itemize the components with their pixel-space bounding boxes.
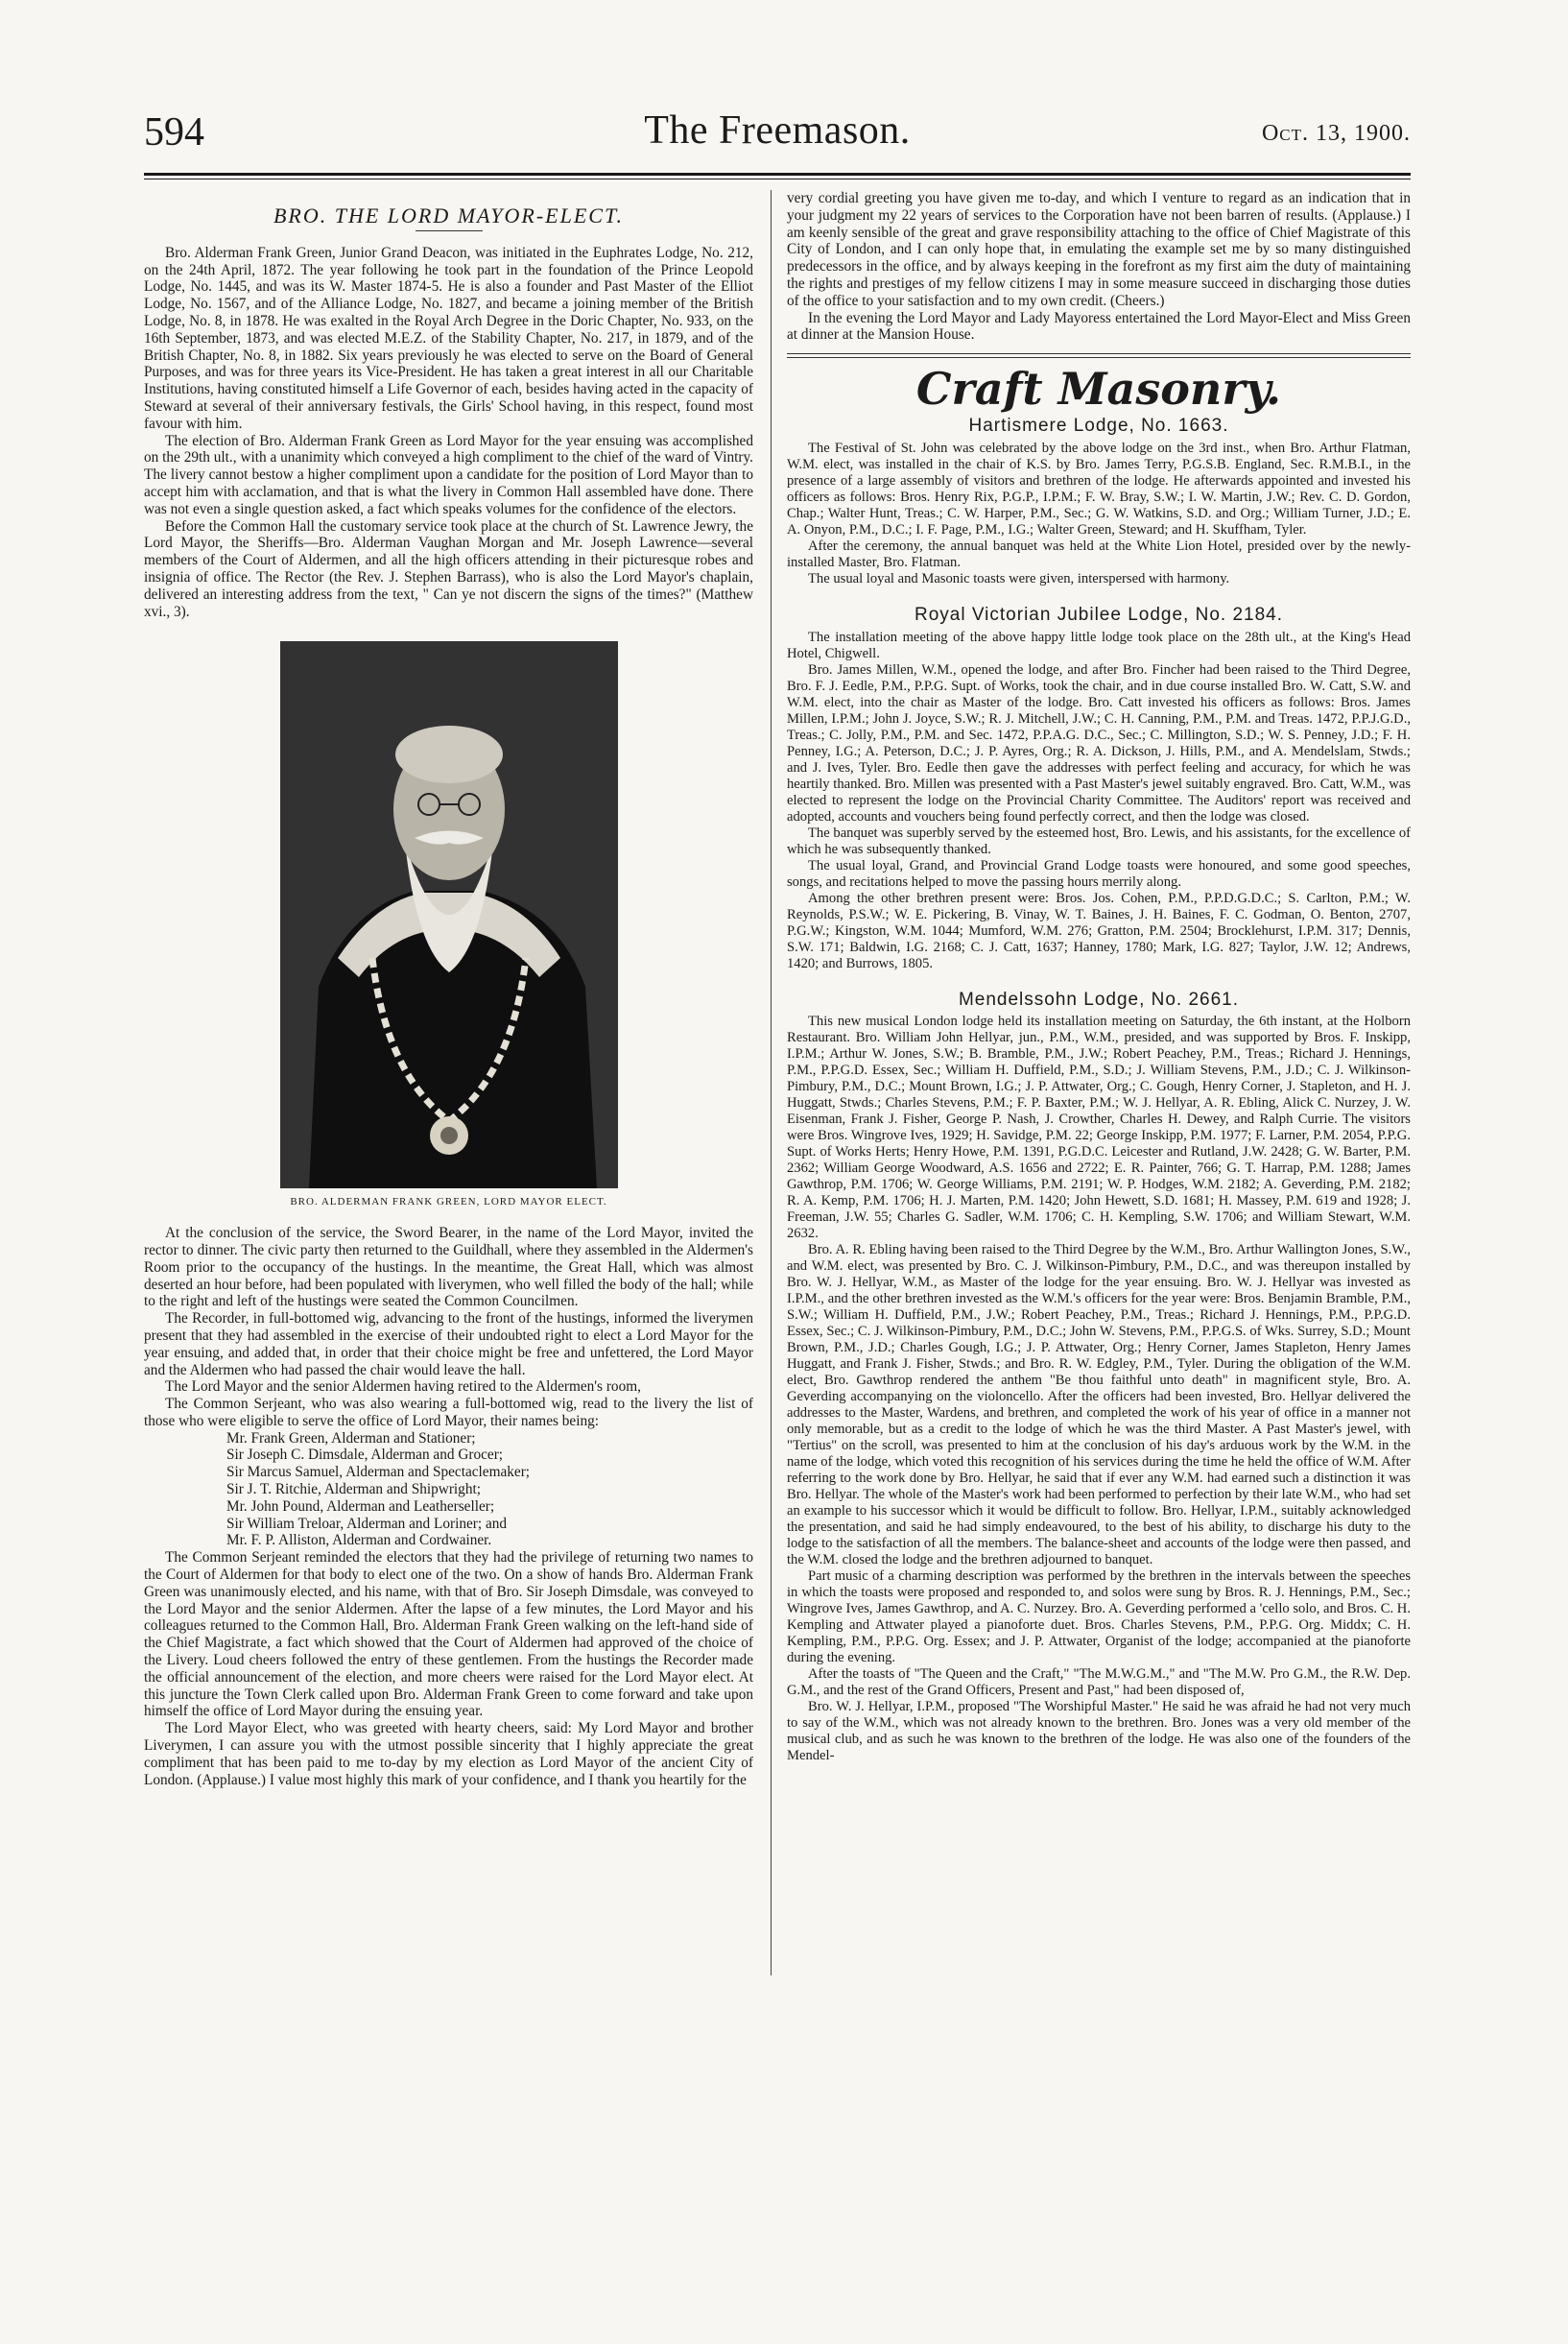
list-item: Sir William Treloar, Alderman and Loriner; and xyxy=(226,1515,508,1532)
lodge-paragraph: The usual loyal, Grand, and Provincial Grand Lodge toasts were honoured, and some good speeches, songs, and recitations helped to move the passing hours merrily along. xyxy=(787,857,1411,890)
continuation-paragraph: very cordial greeting you have given me to-day, and which I venture to regard as an indication that in your judgment my 22 years of services to the Corporation have not been barren of results. (Applause.) I am keenly sensible of the great and grave responsibility attaching to the office of Chief Magistrate of this City of London, and I can only hope that, in emulating the example set me by so many distinguished predecessors in the office, and by always keeping in the forefront as my first aim the duty of maintaining the rights and prestiges of my fellow citizens I may in some measure succeed in discharging those duties of the office to your satisfaction and to my own credit. (Cheers.) xyxy=(787,190,1411,309)
masthead xyxy=(144,108,1411,165)
lodge-paragraph: The installation meeting of the above happy little lodge took place on the 28th ult., at the King's Head Hotel, Chigwell. xyxy=(787,629,1411,661)
section-title: Craft Masonry. xyxy=(915,363,1282,416)
candidate-list xyxy=(226,1430,753,1550)
article-paragraph: The Common Serjeant reminded the electors that they had the privilege of returning two names to the Court of Aldermen for that body to elect one of the two. On a show of hands Bro. Alderman Frank Green was unanimously elected, and his name, with that of Bro. Sir Joseph Dimsdale, was conveyed to the Lord Mayor and the senior Aldermen. After the lapse of a few minutes, the Lord Mayor and his colleagues returned to the Common Hall, Bro. Alderman Frank Green walking on the left-hand side of the Chief Magistrate, a fact which showed that the Court of Aldermen had approved of the choice of the Livery. Loud cheers followed the entry of these gentlemen. From the hustings the Recorder made the official announcement of the election, and more cheers were raised for the Lord Mayor elect. At this juncture the Town Clerk called upon Bro. Alderman Frank Green to come forward and take upon himself the office of Lord Mayor during the ensuing year. xyxy=(144,1549,753,1720)
article-paragraph: The Lord Mayor and the senior Aldermen having retired to the Aldermen's room, xyxy=(165,1378,641,1396)
list-item: Mr. John Pound, Alderman and Leatherseller; xyxy=(226,1497,495,1515)
lodge-paragraph: The banquet was superbly served by the esteemed host, Bro. Lewis, and his assistants, for the excellence of which he was subsequently thanked. xyxy=(787,825,1411,857)
lodge-heading: Mendelssohn Lodge, No. 2661. xyxy=(958,989,1240,1010)
article-paragraph: The Recorder, in full-bottomed wig, advancing to the front of the hustings, informed the liverymen present that they had assembled in the exercise of their undoubted right to elect a Lord Mayor for the year ensuing, and added that, in order that their choice might be free and unfettered, the Lord Mayor and the Aldermen who had passed the chair would leave the hall. xyxy=(144,1310,753,1378)
continuation-paragraph: In the evening the Lord Mayor and Lady Mayoress entertained the Lord Mayor-Elect and Miss Green at dinner at the Mansion House. xyxy=(787,309,1411,344)
lodge-paragraph: Bro. James Millen, W.M., opened the lodge, and after Bro. Fincher had been raised to the Third Degree, Bro. F. J. Eedle, P.M., P.P.G. Supt. of Works, took the chair, and in due course installed Bro. W. Catt, S.W. and W.M. elect, into the chair as Master of the lodge. Bro. Catt invested his officers as follows: Bros. James Millen, I.P.M.; John J. Joyce, S.W.; R. J. Mitchell, J.W.; C. H. Canning, P.M., P.M. and Treas. 1472, P.P.J.G.D., Treas.; C. Jolly, P.M., P.M. and Sec. 1472, P.P.A.G. D.C., Sec.; C. Millington, S.D.; W. S. Penney, J.D.; F. H. Penney, I.G.; A. Peterson, D.C.; J. P. Ayres, Org.; R. A. Dickson, J. Hills, P.M., and A. Mendelslam, Stwds.; and J. Ives, Tyler. Bro. Eedle then gave the addresses with perfect feeling and accuracy, for which he was heartily thanked. Bro. Millen was presented with a Past Master's jewel suitably engraved. Bro. Catt, W.M., was elected to represent the lodge on the Provincial Charity Committee. The Auditors' report was received and adopted, accounts and vouchers being found perfectly correct, and then the lodge was closed. xyxy=(787,661,1411,825)
article-paragraph: The Lord Mayor Elect, who was greeted with hearty cheers, said: My Lord Mayor and brother Liverymen, I can assure you with the utmost possible sincerity that I highly appreciate the great compliment that has been paid to me to-day by my election as Lord Mayor of the ancient City of London. (Applause.) I value most highly this mark of your confidence, and I thank you heartily for the xyxy=(144,1720,753,1788)
lodge-paragraph: The usual loyal and Masonic toasts were given, interspersed with harmony. xyxy=(808,570,1230,586)
issue-date: Oct. 13, 1900. xyxy=(1261,121,1411,146)
article-paragraph: The election of Bro. Alderman Frank Green as Lord Mayor for the year ensuing was accomplished on the 29th ult., with a unanimity which conveyed a high compliment to the chief of the ward of Vintry. The livery cannot bestow a higher compliment upon a candidate for the position of Lord Mayor than to accept him with acclamation, and that is what the livery in Common Hall assembled have done. There was not even a single question asked, a fact which speaks volumes for the confidence of the electors. xyxy=(144,432,753,517)
list-item: Mr. F. P. Alliston, Alderman and Cordwainer. xyxy=(226,1532,492,1549)
list-item: Sir J. T. Ritchie, Alderman and Shipwright; xyxy=(226,1481,481,1498)
lodge-paragraph: This new musical London lodge held its installation meeting on Saturday, the 6th instant, at the Holborn Restaurant. Bro. William John Hellyar, jun., P.M., W.M., presided, and was supported by Bros. F. Inskipp, I.P.M.; Arthur W. Jones, S.W.; B. Bramble, P.M., J.W.; Robert Peachey, P.M., Treas.; Richard J. Hennings, P.M., P.P.G.D. Essex, Sec.; William H. Duffield, P.M., S.D.; J. William Stevens, P.M., J.D.; C. J. Wilkinson-Pimbury, P.M., D.C.; Mount Brown, I.G.; J. P. Attwater, Org.; C. Gough, Henry Corner, J. Stapleton, and H. J. Huggatt, Stwds.; Charles Stevens, P.M.; F. P. Baxter, P.M.; W. J. Hellyar, A. R. Ebling, Alick C. Nurzey, J. W. Eisenman, Frank J. Fisher, George P. Nash, J. Crowther, Charles H. Dewey, and Ralph Currie. The visitors were Bros. Wingrove Ives, 1929; H. Savidge, P.M. 22; George Inskipp, P.M. 1977; F. Larner, P.M. 2054, P.P.G. Supt. of Works Herts; Henry Howe, P.M. 1391, P.G.D.C. Leicester and Rutland, J.W. 2428; G. W. Barter, P.M. 2362; William George Woodward, A.S. 1656 and 2722; E. R. Painter, 766; G. T. Harrap, P.M. 1288; James Gawthrop, P.M. 1706; W. George Williams, P.M. 2191; W. P. Hodges, W.M. 2182; A. Geverding, P.M. 2182; R. A. Kemp, P.M. 1706; H. J. Marten, P.M. 1420; John Hewett, S.D. 1681; H. Massey, P.M. 619 and 1928; J. Freeman, J.W. 55; Charles G. Sadler, W.M. 1706; C. H. Kempling, S.W. 1706; and William Stewart, W.M. 2632. xyxy=(787,1014,1411,1242)
article-paragraph: The Common Serjeant, who was also wearing a full-bottomed wig, read to the livery the list of those who were eligible to serve the office of Lord Mayor, their names being: xyxy=(144,1396,753,1429)
article-title: BRO. THE LORD MAYOR-ELECT. xyxy=(273,203,625,227)
lodge-paragraph: Among the other brethren present were: Bros. Jos. Cohen, P.M., P.P.D.G.D.C.; S. Carlton, P.M.; W. Reynolds, P.S.W.; W. E. Pickering, B. Vinay, W. T. Baines, J. H. Baines, F. C. Godman, O. Benton, 2707, P.G.W.; Kingston, W.M. 1044; Mumford, W.M. 276; Gratton, P.M. 2504; Brocklehurst, I.P.M. 317; Dennis, S.W. 171; Baldwin, I.G. 2168; C. J. Catt, 1637; Hanney, 1780; Mark, I.G. 827; Taylor, J.W. 12; Andrews, 1420; and Burrows, 1805. xyxy=(787,890,1411,971)
lodge-report xyxy=(787,630,1411,972)
lodge-paragraph: The Festival of St. John was celebrated by the above lodge on the 3rd inst., when Bro. Arthur Flatman, W.M. elect, was installed in the chair of K.S. by Bro. James Terry, P.G.S.B. England, Sec. R.M.B.I., in the presence of a large assembly of visitors and brethren of the lodge. He afterwards appointed and invested his officers as follows: Bros. Henry Rix, P.G.P., I.P.M.; F. W. Bray, S.W.; I. W. Martin, J.W.; Rev. C. D. Gordon, Chap.; Walter Hunt, Treas.; C. W. Harper, P.M., Sec.; G. W. Watkins, S.D. and Org.; William Turner, J.D.; E. A. Onyon, P.M., D.C.; I. F. Page, P.M., I.G.; Walter Green, Steward; and H. Skuffham, Tyler. xyxy=(787,440,1411,538)
paper-title: The Freemason. xyxy=(644,108,911,153)
lodge-paragraph: After the ceremony, the annual banquet was held at the White Lion Hotel, presided over by the newly-installed Master, Bro. Flatman. xyxy=(787,538,1411,570)
right-column xyxy=(787,190,1411,1764)
column-divider xyxy=(771,190,772,1975)
portrait-caption: BRO. ALDERMAN FRANK GREEN, LORD MAYOR ELECT. xyxy=(290,1196,607,1208)
lodge-heading: Hartismere Lodge, No. 1663. xyxy=(968,415,1229,436)
article-paragraph: Before the Common Hall the customary service took place at the church of St. Lawrence Jewry, the Lord Mayor, the Sheriffs—Bro. Alderman Vaughan Morgan and Mr. Joseph Lawrence—several members of the Court of Aldermen, and all the high officers attending in their picturesque robes and insignia of office. The Rector (the Rev. J. Stephen Barrass), who is also the Lord Mayor's chaplain, delivered an interesting address from the text, " Can ye not discern the signs of the times?" (Matthew xvi., 3). xyxy=(144,517,753,620)
lodge-paragraph: After the toasts of "The Queen and the Craft," "The M.W.G.M.," and "The M.W. Pro G.M., the R.W. Dep. G.M., and the rest of the Grand Officers, Present and Past," had been disposed of, xyxy=(787,1666,1411,1699)
page-number: 594 xyxy=(144,110,204,155)
lodge-report xyxy=(787,441,1411,587)
lodge-paragraph: Bro. W. J. Hellyar, I.P.M., proposed "The Worshipful Master." He said he was afraid he had not very much to say of the W.M., which was not already known to the brethren. Bro. Jones was a very old member of the musical club, and as such he was known to the brethren of the lodge. He was also one of the founders of the Mendel- xyxy=(787,1699,1411,1764)
lodge-paragraph: Part music of a charming description was performed by the brethren in the intervals between the speeches in which the toasts were proposed and responded to, and solos were sung by Bros. R. J. Hennings, P.M., Sec.; Wingrove Ives, James Gawthrop, and A. C. Nurzey. Bro. A. Geverding performed a 'cello solo, and Bros. C. H. Kempling and Attwater played a pianoforte duet. Bros. Charles Stevens, P.M., P.P.G. Org. Middx; C. H. Kempling, P.M., P.P.G. Org. Essex; and J. P. Attwater, Organist of the lodge; accompanied at the pianoforte during the evening. xyxy=(787,1568,1411,1666)
left-column xyxy=(144,192,753,1788)
list-item: Sir Joseph C. Dimsdale, Alderman and Grocer; xyxy=(226,1447,504,1464)
title-rule xyxy=(416,230,483,231)
lodge-report xyxy=(787,1014,1411,1764)
portrait-figure xyxy=(280,641,618,1188)
lord-mayor-portrait xyxy=(280,641,618,1188)
list-item: Mr. Frank Green, Alderman and Stationer; xyxy=(226,1429,476,1447)
article-paragraph: At the conclusion of the service, the Sword Bearer, in the name of the Lord Mayor, invited the rector to dinner. The civic party then returned to the Guildhall, where they assembled in the Aldermen's Room prior to the occupancy of the hustings. In the meantime, the Great Hall, which was almost deserted an hour before, had been populated with liverymen, who well filled the body of the hall; while to the right and left of the hustings were seated the Common Councilmen. xyxy=(144,1225,753,1310)
article-paragraph: Bro. Alderman Frank Green, Junior Grand Deacon, was initiated in the Euphrates Lodge, No. 212, on the 24th April, 1872. The year following he took part in the foundation of the Prince Leopold Lodge, No. 1445, and was its W. Master 1874-5. He is also a founder and Past Master of the Elliot Lodge, No. 1567, and of the Alliance Lodge, No. 1827, and became a joining member of the British Lodge, No. 8, in 1878. He was exalted in the Royal Arch Degree in the Doric Chapter, No. 933, on the 16th September, 1873, and was elected M.E.Z. of the Stability Chapter, No. 217, in 1879, and of the British Chapter, No. 8, in 1882. Six years previously he was elected to serve on the Board of General Purposes, and was for three years its Vice-President. He has taken a great interest in all our Charitable Institutions, having constituted himself a Life Governor of each, besides having acted in the capacity of Steward at several of their anniversary festivals, the Girls' School having, in this respect, found most favour with him. xyxy=(144,244,753,432)
lodge-paragraph: Bro. A. R. Ebling having been raised to the Third Degree by the W.M., Bro. Arthur Wallington Jones, S.W., and W.M. elect, was presented by Bro. C. J. Wilkinson-Pimbury, P.M., D.C., and was thereupon installed by Bro. W. J. Hellyar, W.M., as Master of the lodge for the year ensuing. Bro. W. J. Hellyar was invested as I.P.M., and the other brethren invested as the W.M.'s officers for the year were: Bros. Benjamin Bramble, P.M., S.W.; William H. Duffield, P.M., J.W.; Robert Peachey, P.M., Treas.; Richard J. Hennings, P.M., P.P.G.D. Essex, Sec.; C. J. Wilkinson-Pimbury, P.M., D.C.; John W. Stevens, P.M., P.P.G.S. of Wks. Surrey, S.D.; Mount Brown, P.M., J.D.; Charles Gough, I.G.; J. P. Attwater, Org.; Henry Corner, James Stapleton, Henry James Huggatt, and Frank J. Fisher, Stwds.; and Bro. R. W. Edgley, P.M., Tyler. During the obligation of the W.M. elect, Bro. Gawthrop rendered the anthem "Be thou faithful unto death" in magnificent style, Bro. A. Geverding accompanying on the violoncello. After the officers had been invested, Bro. Hellyar delivered the addresses to the Master, Wardens, and brethren, and completed the work of his year of office in a manner not only memorable, but as a credit to the lodge of which he was the third Master. A Past Master's jewel, with "Tertius" on the scroll, was presented to him at the conclusion of his day's arduous work by the W.M. in the name of the lodge, which voted this recognition of his services during the time he held the office of W.M. After referring to the work done by Bro. Hellyar, he said that if ever any W.M. had earned such a distinction it was Bro. Hellyar. The whole of the Master's work had been performed to perfection by their late W.M., who had set an example to his successor which it would be difficult to follow. Bro. Hellyar, I.P.M., suitably acknowledged the presentation, and said he had simply endeavoured, to the best of his ability, to discharge his duty to the lodge to the satisfaction of all the members. The balance-sheet and accounts of the lodge were then passed, and the W.M. closed the lodge and the brethren adjourned to banquet. xyxy=(787,1242,1411,1568)
lodge-heading: Royal Victorian Jubilee Lodge, No. 2184. xyxy=(915,604,1283,625)
section-rule xyxy=(787,353,1411,358)
header-rule xyxy=(144,173,1411,176)
list-item: Sir Marcus Samuel, Alderman and Spectaclemaker; xyxy=(226,1464,531,1481)
